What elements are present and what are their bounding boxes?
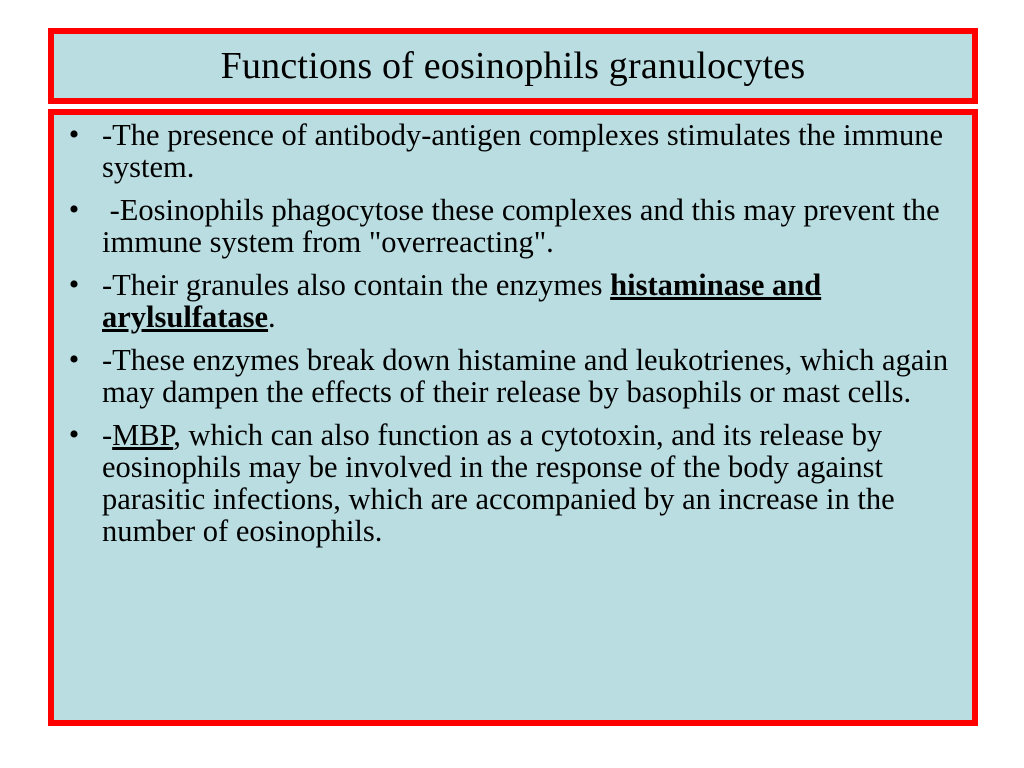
slide-title: Functions of eosinophils granulocytes — [220, 45, 806, 87]
enzymes-emphasis: histaminase and arylsulfatase — [102, 268, 822, 334]
bullet-text-pre: - — [102, 418, 113, 452]
bullet-text: -The presence of antibody-antigen complexes stimulates the immune system. — [102, 118, 944, 184]
bullet-list — [54, 119, 972, 558]
bullet-icon: • — [68, 418, 80, 451]
bullet-icon: • — [68, 193, 80, 226]
bullet-icon: • — [68, 343, 80, 376]
bullet-item-4 — [54, 344, 972, 408]
bullet-text-pre: -Their granules also contain the enzymes — [102, 268, 611, 302]
bullet-item-2 — [54, 194, 972, 258]
bullet-text-post: , which can also function as a cytotoxin, and its release by eosinophils may be involved in the response of the body against parasitic infections, which are accompanied by an increase in the number of eosinophils. — [102, 418, 895, 548]
content-box — [48, 109, 978, 726]
bullet-item-1 — [54, 119, 972, 183]
bullet-icon: • — [68, 118, 80, 151]
title-box — [48, 28, 978, 104]
bullet-item-5 — [54, 419, 972, 547]
bullet-item-3 — [54, 269, 972, 333]
bullet-text-post: . — [268, 300, 276, 334]
bullet-icon: • — [68, 268, 80, 301]
mbp-link[interactable]: MBP — [112, 418, 174, 452]
bullet-text: -Eosinophils phagocytose these complexes and this may prevent the immune system from "overreacting". — [102, 193, 948, 259]
bullet-text: -These enzymes break down histamine and leukotrienes, which again may dampen the effects of their release by basophils or mast cells. — [102, 343, 949, 409]
